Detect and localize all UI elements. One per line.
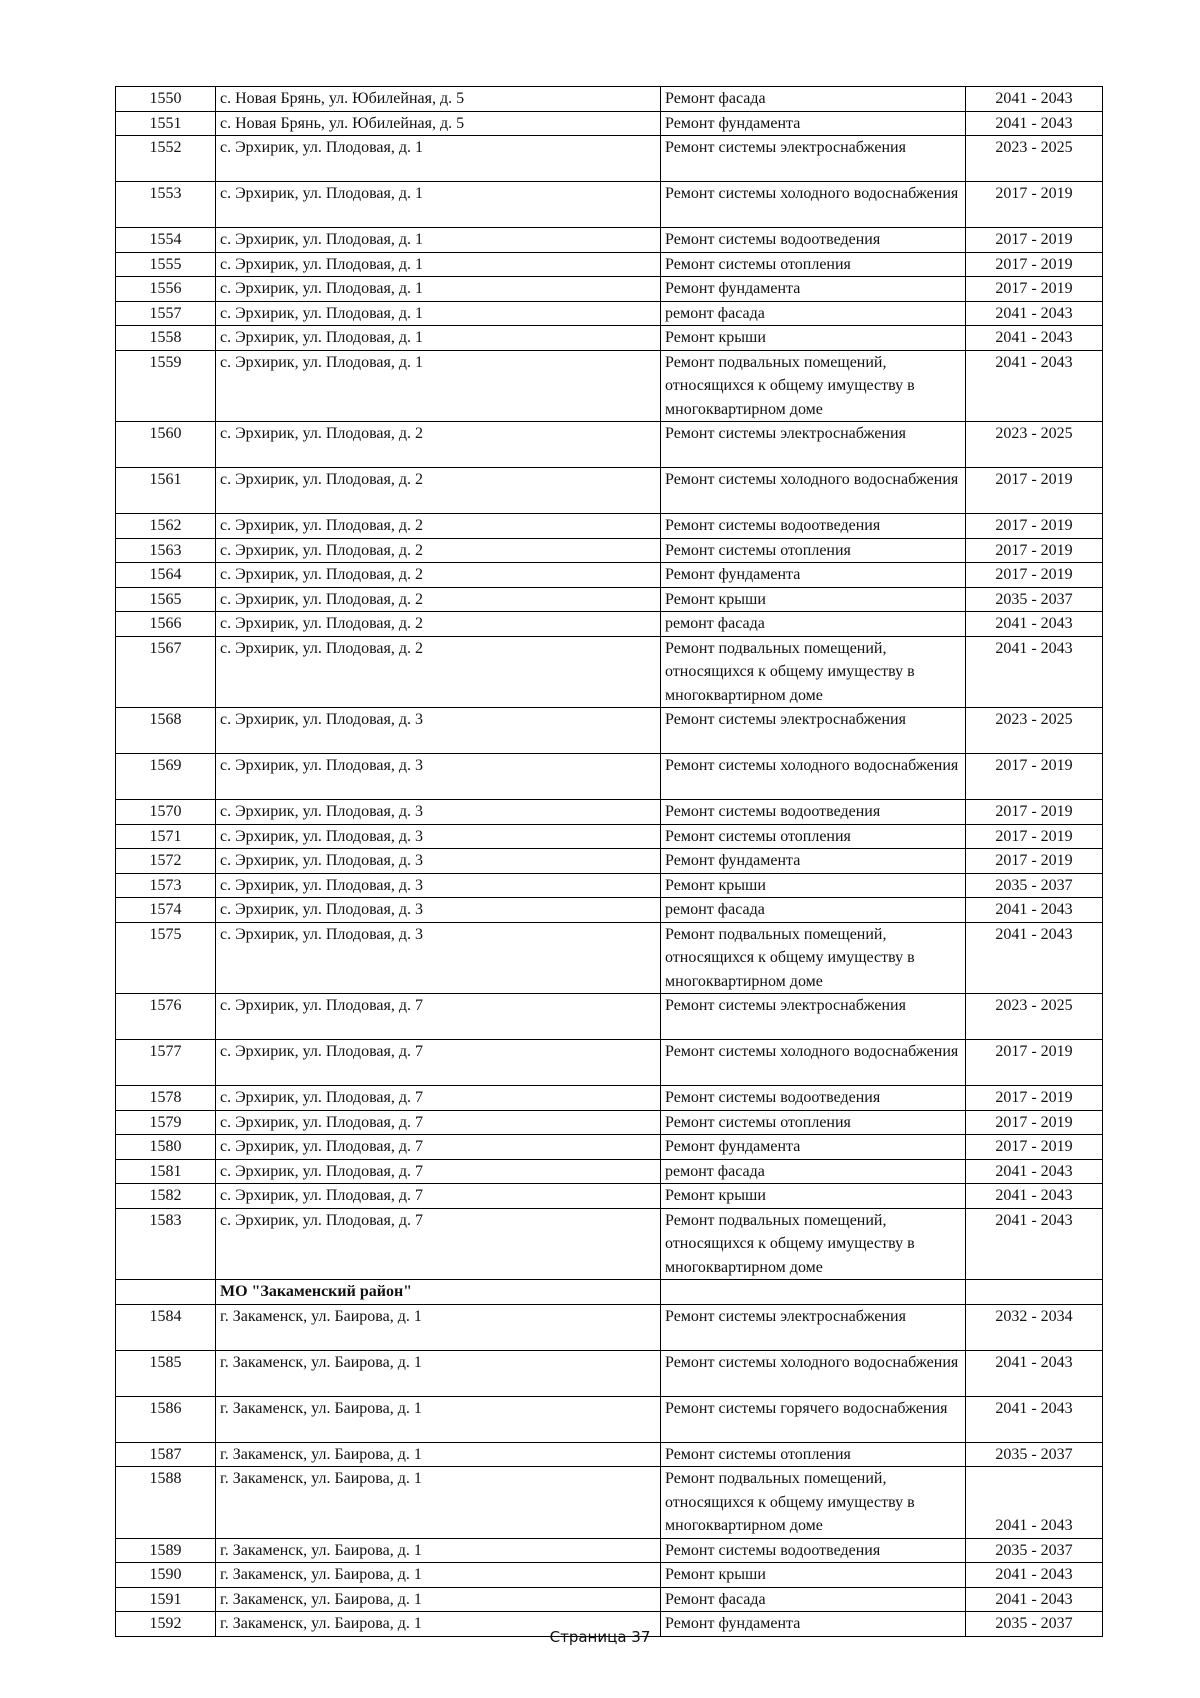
row-number: 1563 bbox=[116, 538, 216, 563]
row-period: 2041 - 2043 bbox=[966, 87, 1103, 112]
row-address: с. Эрхирик, ул. Плодовая, д. 7 bbox=[216, 1208, 661, 1280]
row-number: 1555 bbox=[116, 252, 216, 277]
row-period: 2017 - 2019 bbox=[966, 800, 1103, 825]
row-number: 1592 bbox=[116, 1612, 216, 1637]
table-row bbox=[116, 136, 1103, 182]
row-period: 2041 - 2043 bbox=[966, 1587, 1103, 1612]
row-number: 1567 bbox=[116, 636, 216, 708]
table-row bbox=[116, 422, 1103, 468]
row-number: 1580 bbox=[116, 1135, 216, 1160]
row-period: 2041 - 2043 bbox=[966, 111, 1103, 136]
table-row bbox=[116, 1538, 1103, 1563]
row-work-type: ремонт фасада bbox=[661, 1159, 966, 1184]
row-number: 1589 bbox=[116, 1538, 216, 1563]
row-address: г. Закаменск, ул. Баирова, д. 1 bbox=[216, 1612, 661, 1637]
row-address: с. Эрхирик, ул. Плодовая, д. 1 bbox=[216, 252, 661, 277]
row-number: 1552 bbox=[116, 136, 216, 182]
row-work-type: Ремонт системы холодного водоснабжения bbox=[661, 182, 966, 228]
row-work-type: Ремонт системы электроснабжения bbox=[661, 422, 966, 468]
row-work-type: Ремонт системы электроснабжения bbox=[661, 708, 966, 754]
row-address: с. Эрхирик, ул. Плодовая, д. 2 bbox=[216, 468, 661, 514]
row-work-type: Ремонт фундамента bbox=[661, 1135, 966, 1160]
row-number: 1550 bbox=[116, 87, 216, 112]
row-work-type: ремонт фасада bbox=[661, 301, 966, 326]
row-number: 1587 bbox=[116, 1442, 216, 1467]
row-number: 1570 bbox=[116, 800, 216, 825]
row-period: 2017 - 2019 bbox=[966, 277, 1103, 302]
row-work-type: Ремонт фундамента bbox=[661, 1612, 966, 1637]
row-number: 1559 bbox=[116, 350, 216, 422]
row-work-type: Ремонт подвальных помещений, относящихся к общему имуществу в многоквартирном доме bbox=[661, 350, 966, 422]
row-work-type: Ремонт системы холодного водоснабжения bbox=[661, 1350, 966, 1396]
row-address: г. Закаменск, ул. Баирова, д. 1 bbox=[216, 1350, 661, 1396]
row-work-type: Ремонт фундамента bbox=[661, 563, 966, 588]
table-row bbox=[116, 994, 1103, 1040]
row-work-type: Ремонт системы отопления bbox=[661, 1442, 966, 1467]
table-row bbox=[116, 468, 1103, 514]
row-address: с. Эрхирик, ул. Плодовая, д. 1 bbox=[216, 182, 661, 228]
row-address: с. Эрхирик, ул. Плодовая, д. 7 bbox=[216, 1040, 661, 1086]
row-period: 2017 - 2019 bbox=[966, 1135, 1103, 1160]
row-work-type: Ремонт системы отопления bbox=[661, 824, 966, 849]
row-address: с. Эрхирик, ул. Плодовая, д. 2 bbox=[216, 636, 661, 708]
row-period: 2041 - 2043 bbox=[966, 1396, 1103, 1442]
row-work-type: Ремонт фасада bbox=[661, 1587, 966, 1612]
row-address: с. Эрхирик, ул. Плодовая, д. 3 bbox=[216, 873, 661, 898]
row-number: 1564 bbox=[116, 563, 216, 588]
row-number: 1572 bbox=[116, 849, 216, 874]
row-work-type: Ремонт подвальных помещений, относящихся к общему имуществу в многоквартирном доме bbox=[661, 922, 966, 994]
row-work-type: Ремонт фундамента bbox=[661, 111, 966, 136]
row-number: 1565 bbox=[116, 587, 216, 612]
row-work-type: Ремонт системы холодного водоснабжения bbox=[661, 1040, 966, 1086]
row-work-type: Ремонт системы электроснабжения bbox=[661, 136, 966, 182]
row-address: г. Закаменск, ул. Баирова, д. 1 bbox=[216, 1563, 661, 1588]
row-period: 2023 - 2025 bbox=[966, 994, 1103, 1040]
row-number: 1560 bbox=[116, 422, 216, 468]
row-number: 1585 bbox=[116, 1350, 216, 1396]
section-header-empty-cell bbox=[661, 1280, 966, 1305]
row-period: 2017 - 2019 bbox=[966, 563, 1103, 588]
row-address: г. Закаменск, ул. Баирова, д. 1 bbox=[216, 1467, 661, 1539]
row-address: с. Эрхирик, ул. Плодовая, д. 2 bbox=[216, 587, 661, 612]
table-row bbox=[116, 1587, 1103, 1612]
row-period: 2017 - 2019 bbox=[966, 182, 1103, 228]
table-row bbox=[116, 1040, 1103, 1086]
section-header-row bbox=[116, 1280, 1103, 1305]
row-period: 2023 - 2025 bbox=[966, 708, 1103, 754]
row-address: с. Эрхирик, ул. Плодовая, д. 7 bbox=[216, 1135, 661, 1160]
row-number: 1584 bbox=[116, 1304, 216, 1350]
row-period: 2017 - 2019 bbox=[966, 228, 1103, 253]
row-period: 2041 - 2043 bbox=[966, 636, 1103, 708]
row-number: 1568 bbox=[116, 708, 216, 754]
row-period: 2041 - 2043 bbox=[966, 301, 1103, 326]
table-row bbox=[116, 514, 1103, 539]
row-address: с. Эрхирик, ул. Плодовая, д. 3 bbox=[216, 754, 661, 800]
section-header-empty-cell bbox=[966, 1280, 1103, 1305]
row-address: с. Эрхирик, ул. Плодовая, д. 7 bbox=[216, 1086, 661, 1111]
row-address: г. Закаменск, ул. Баирова, д. 1 bbox=[216, 1538, 661, 1563]
table-row bbox=[116, 350, 1103, 422]
row-period: 2017 - 2019 bbox=[966, 514, 1103, 539]
table-row bbox=[116, 1110, 1103, 1135]
row-work-type: Ремонт фасада bbox=[661, 87, 966, 112]
row-work-type: Ремонт системы электроснабжения bbox=[661, 994, 966, 1040]
row-period: 2017 - 2019 bbox=[966, 754, 1103, 800]
row-work-type: Ремонт системы отопления bbox=[661, 538, 966, 563]
table-row bbox=[116, 1304, 1103, 1350]
capital-repair-table bbox=[115, 86, 1103, 1637]
row-number: 1554 bbox=[116, 228, 216, 253]
row-address: г. Закаменск, ул. Баирова, д. 1 bbox=[216, 1587, 661, 1612]
table-row bbox=[116, 87, 1103, 112]
row-number: 1561 bbox=[116, 468, 216, 514]
row-work-type: Ремонт системы холодного водоснабжения bbox=[661, 754, 966, 800]
table-row bbox=[116, 824, 1103, 849]
row-work-type: Ремонт крыши bbox=[661, 873, 966, 898]
table-row bbox=[116, 1184, 1103, 1209]
row-address: с. Эрхирик, ул. Плодовая, д. 1 bbox=[216, 326, 661, 351]
table-row bbox=[116, 1208, 1103, 1280]
row-work-type: Ремонт крыши bbox=[661, 326, 966, 351]
row-number: 1583 bbox=[116, 1208, 216, 1280]
row-work-type: Ремонт системы водоотведения bbox=[661, 514, 966, 539]
table-row bbox=[116, 1135, 1103, 1160]
row-number: 1562 bbox=[116, 514, 216, 539]
table-row bbox=[116, 754, 1103, 800]
row-period: 2041 - 2043 bbox=[966, 326, 1103, 351]
row-number: 1557 bbox=[116, 301, 216, 326]
row-work-type: Ремонт подвальных помещений, относящихся к общему имуществу в многоквартирном доме bbox=[661, 1467, 966, 1539]
row-work-type: Ремонт системы водоотведения bbox=[661, 1538, 966, 1563]
row-address: с. Эрхирик, ул. Плодовая, д. 7 bbox=[216, 1159, 661, 1184]
row-period: 2017 - 2019 bbox=[966, 1110, 1103, 1135]
row-address: с. Эрхирик, ул. Плодовая, д. 3 bbox=[216, 922, 661, 994]
row-work-type: Ремонт системы отопления bbox=[661, 252, 966, 277]
table-row bbox=[116, 563, 1103, 588]
row-work-type: Ремонт системы электроснабжения bbox=[661, 1304, 966, 1350]
table-body-part-1 bbox=[116, 87, 1103, 1280]
row-number: 1558 bbox=[116, 326, 216, 351]
row-period: 2041 - 2043 bbox=[966, 1208, 1103, 1280]
row-period: 2035 - 2037 bbox=[966, 587, 1103, 612]
row-work-type: Ремонт фундамента bbox=[661, 849, 966, 874]
row-period: 2035 - 2037 bbox=[966, 1612, 1103, 1637]
row-number: 1581 bbox=[116, 1159, 216, 1184]
row-address: г. Закаменск, ул. Баирова, д. 1 bbox=[216, 1396, 661, 1442]
row-address: с. Новая Брянь, ул. Юбилейная, д. 5 bbox=[216, 87, 661, 112]
row-number: 1576 bbox=[116, 994, 216, 1040]
row-work-type: Ремонт системы водоотведения bbox=[661, 800, 966, 825]
row-address: с. Эрхирик, ул. Плодовая, д. 1 bbox=[216, 350, 661, 422]
row-period: 2041 - 2043 bbox=[966, 1467, 1103, 1539]
row-address: с. Эрхирик, ул. Плодовая, д. 1 bbox=[216, 277, 661, 302]
row-address: г. Закаменск, ул. Баирова, д. 1 bbox=[216, 1442, 661, 1467]
row-address: с. Эрхирик, ул. Плодовая, д. 2 bbox=[216, 422, 661, 468]
row-address: с. Эрхирик, ул. Плодовая, д. 7 bbox=[216, 1184, 661, 1209]
row-address: с. Эрхирик, ул. Плодовая, д. 3 bbox=[216, 898, 661, 923]
row-number: 1566 bbox=[116, 612, 216, 637]
table-row bbox=[116, 708, 1103, 754]
row-work-type: Ремонт системы горячего водоснабжения bbox=[661, 1396, 966, 1442]
row-number: 1586 bbox=[116, 1396, 216, 1442]
table-body-part-2 bbox=[116, 1304, 1103, 1636]
row-period: 2041 - 2043 bbox=[966, 1159, 1103, 1184]
row-work-type: Ремонт системы холодного водоснабжения bbox=[661, 468, 966, 514]
row-period: 2017 - 2019 bbox=[966, 824, 1103, 849]
table-row bbox=[116, 277, 1103, 302]
table-row bbox=[116, 873, 1103, 898]
table-row bbox=[116, 922, 1103, 994]
row-address: с. Эрхирик, ул. Плодовая, д. 2 bbox=[216, 538, 661, 563]
table-row bbox=[116, 1396, 1103, 1442]
row-period: 2017 - 2019 bbox=[966, 538, 1103, 563]
row-number: 1575 bbox=[116, 922, 216, 994]
row-period: 2035 - 2037 bbox=[966, 873, 1103, 898]
table-row bbox=[116, 800, 1103, 825]
row-period: 2017 - 2019 bbox=[966, 252, 1103, 277]
table-row bbox=[116, 111, 1103, 136]
table-row bbox=[116, 898, 1103, 923]
row-period: 2041 - 2043 bbox=[966, 350, 1103, 422]
row-work-type: Ремонт системы водоотведения bbox=[661, 1086, 966, 1111]
row-period: 2023 - 2025 bbox=[966, 136, 1103, 182]
row-number: 1588 bbox=[116, 1467, 216, 1539]
row-number: 1590 bbox=[116, 1563, 216, 1588]
row-work-type: Ремонт системы отопления bbox=[661, 1110, 966, 1135]
row-number: 1551 bbox=[116, 111, 216, 136]
row-period: 2041 - 2043 bbox=[966, 922, 1103, 994]
row-address: с. Эрхирик, ул. Плодовая, д. 2 bbox=[216, 563, 661, 588]
row-work-type: Ремонт крыши bbox=[661, 1184, 966, 1209]
table-row bbox=[116, 587, 1103, 612]
table-row bbox=[116, 1563, 1103, 1588]
row-address: с. Эрхирик, ул. Плодовая, д. 3 bbox=[216, 708, 661, 754]
row-period: 2017 - 2019 bbox=[966, 1040, 1103, 1086]
table-row bbox=[116, 636, 1103, 708]
row-work-type: ремонт фасада bbox=[661, 898, 966, 923]
row-work-type: Ремонт подвальных помещений, относящихся к общему имуществу в многоквартирном доме bbox=[661, 1208, 966, 1280]
row-period: 2035 - 2037 bbox=[966, 1442, 1103, 1467]
row-address: г. Закаменск, ул. Баирова, д. 1 bbox=[216, 1304, 661, 1350]
row-period: 2023 - 2025 bbox=[966, 422, 1103, 468]
row-address: с. Эрхирик, ул. Плодовая, д. 2 bbox=[216, 612, 661, 637]
table-row bbox=[116, 538, 1103, 563]
row-work-type: Ремонт подвальных помещений, относящихся к общему имуществу в многоквартирном доме bbox=[661, 636, 966, 708]
row-address: с. Эрхирик, ул. Плодовая, д. 2 bbox=[216, 514, 661, 539]
table-row bbox=[116, 1442, 1103, 1467]
row-number: 1577 bbox=[116, 1040, 216, 1086]
row-address: с. Эрхирик, ул. Плодовая, д. 3 bbox=[216, 824, 661, 849]
table-row bbox=[116, 301, 1103, 326]
row-period: 2041 - 2043 bbox=[966, 898, 1103, 923]
row-number: 1591 bbox=[116, 1587, 216, 1612]
table-row bbox=[116, 1467, 1103, 1539]
row-period: 2035 - 2037 bbox=[966, 1538, 1103, 1563]
row-period: 2041 - 2043 bbox=[966, 1350, 1103, 1396]
table-row bbox=[116, 1086, 1103, 1111]
table-row bbox=[116, 612, 1103, 637]
row-period: 2041 - 2043 bbox=[966, 1563, 1103, 1588]
row-period: 2041 - 2043 bbox=[966, 612, 1103, 637]
table-row bbox=[116, 252, 1103, 277]
row-number: 1573 bbox=[116, 873, 216, 898]
row-work-type: Ремонт крыши bbox=[661, 1563, 966, 1588]
table-row bbox=[116, 228, 1103, 253]
row-period: 2017 - 2019 bbox=[966, 849, 1103, 874]
section-header: МО "Закаменский район" bbox=[216, 1280, 661, 1305]
row-period: 2017 - 2019 bbox=[966, 468, 1103, 514]
row-period: 2032 - 2034 bbox=[966, 1304, 1103, 1350]
row-period: 2041 - 2043 bbox=[966, 1184, 1103, 1209]
row-number: 1569 bbox=[116, 754, 216, 800]
row-number: 1571 bbox=[116, 824, 216, 849]
row-work-type: Ремонт системы водоотведения bbox=[661, 228, 966, 253]
row-work-type: Ремонт крыши bbox=[661, 587, 966, 612]
table-row bbox=[116, 326, 1103, 351]
row-work-type: ремонт фасада bbox=[661, 612, 966, 637]
document-page bbox=[115, 86, 1102, 1637]
row-period: 2017 - 2019 bbox=[966, 1086, 1103, 1111]
row-number: 1556 bbox=[116, 277, 216, 302]
table-row bbox=[116, 1159, 1103, 1184]
row-address: с. Эрхирик, ул. Плодовая, д. 3 bbox=[216, 800, 661, 825]
row-number: 1553 bbox=[116, 182, 216, 228]
row-address: с. Эрхирик, ул. Плодовая, д. 1 bbox=[216, 301, 661, 326]
row-address: с. Эрхирик, ул. Плодовая, д. 1 bbox=[216, 136, 661, 182]
table-row bbox=[116, 849, 1103, 874]
section-header-empty-cell bbox=[116, 1280, 216, 1305]
row-address: с. Новая Брянь, ул. Юбилейная, д. 5 bbox=[216, 111, 661, 136]
table-row bbox=[116, 182, 1103, 228]
section-header-row-group bbox=[116, 1280, 1103, 1305]
page-footer: Страница 37 bbox=[549, 1628, 651, 1646]
table-row bbox=[116, 1350, 1103, 1396]
row-address: с. Эрхирик, ул. Плодовая, д. 7 bbox=[216, 994, 661, 1040]
row-address: с. Эрхирик, ул. Плодовая, д. 1 bbox=[216, 228, 661, 253]
row-number: 1579 bbox=[116, 1110, 216, 1135]
row-number: 1574 bbox=[116, 898, 216, 923]
row-work-type: Ремонт фундамента bbox=[661, 277, 966, 302]
row-number: 1582 bbox=[116, 1184, 216, 1209]
row-address: с. Эрхирик, ул. Плодовая, д. 7 bbox=[216, 1110, 661, 1135]
row-address: с. Эрхирик, ул. Плодовая, д. 3 bbox=[216, 849, 661, 874]
row-number: 1578 bbox=[116, 1086, 216, 1111]
